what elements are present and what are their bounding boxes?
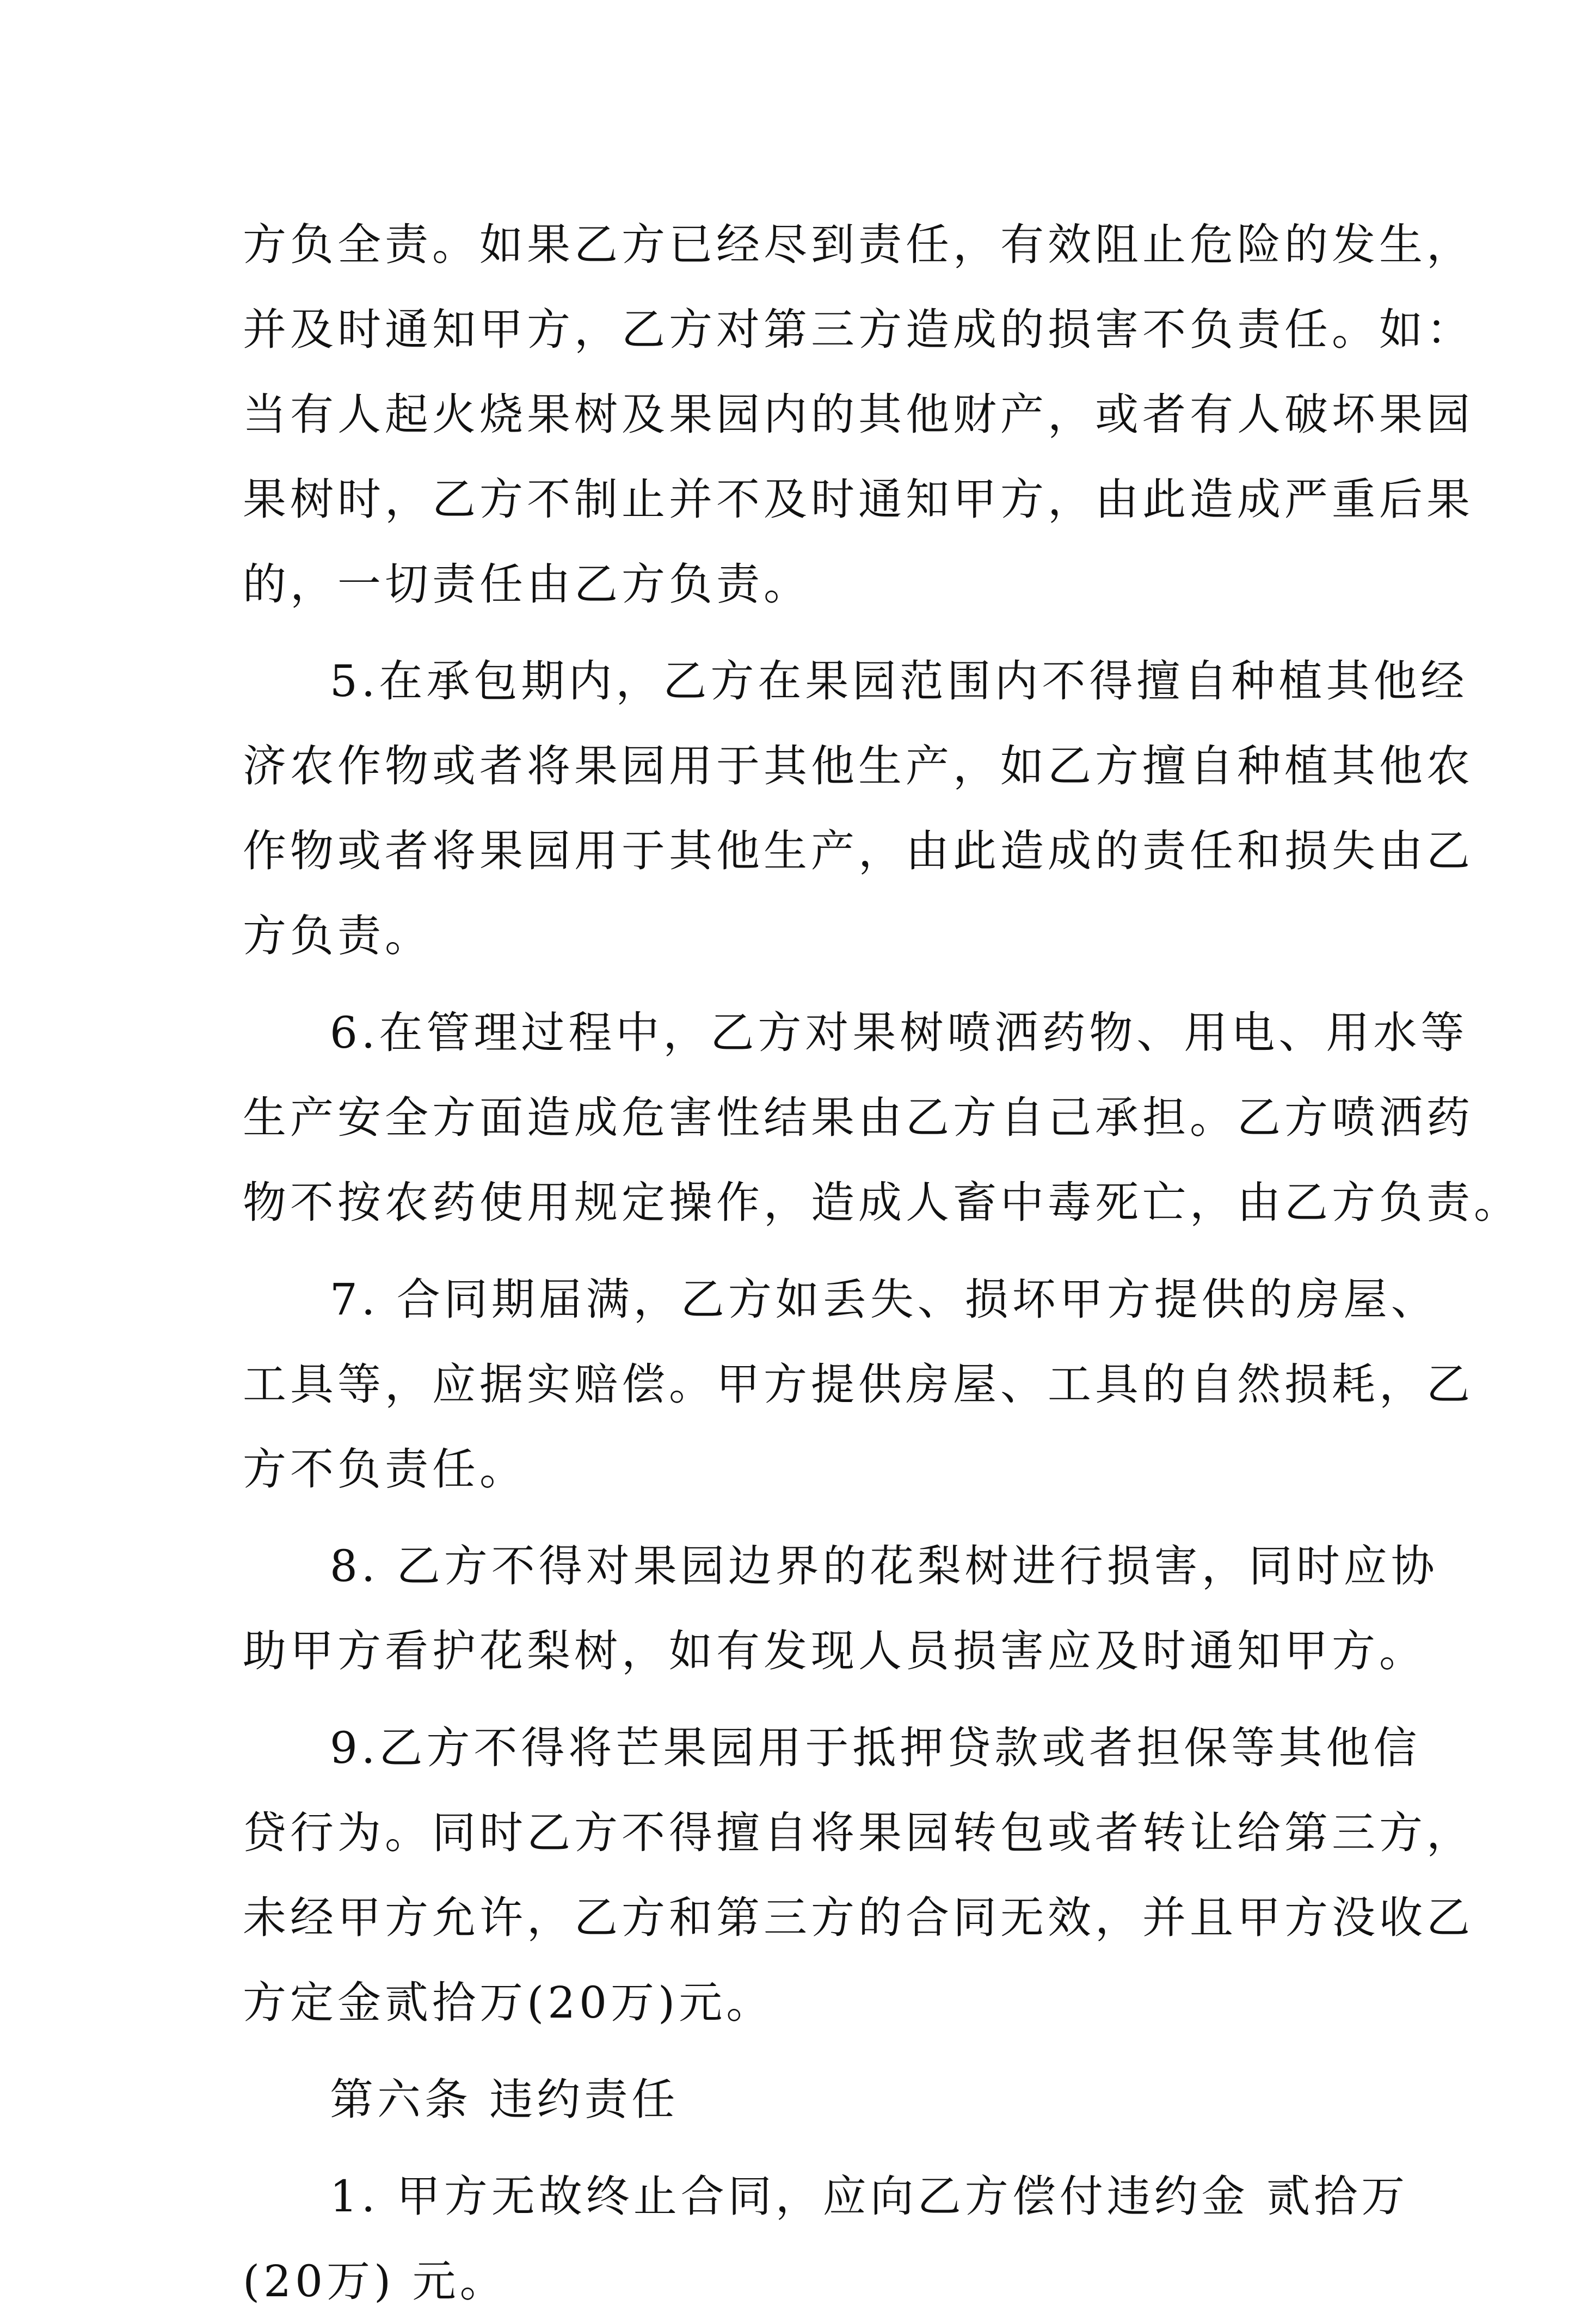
text-line: 方定金贰拾万(20万)元。	[243, 1977, 774, 2028]
clause-8	[243, 1524, 1438, 1694]
text-line: 6.在管理过程中，乙方对果树喷洒药物、用电、用水等	[330, 1007, 1468, 1058]
section-heading	[243, 2057, 1342, 2142]
clause-7	[243, 1257, 1474, 1512]
section-title: 第六条 违约责任	[330, 2074, 679, 2125]
text-line: 8. 乙方不得对果园边界的花梨树进行损害，同时应协	[330, 1541, 1438, 1591]
text-line: 1. 甲方无故终止合同，应向乙方偿付违约金 贰拾万	[330, 2171, 1409, 2222]
text-line: 的，一切责任由乙方负责。	[243, 559, 811, 610]
text-line: (20万) 元。	[243, 2256, 507, 2307]
text-line: 7. 合同期届满，乙方如丢失、损坏甲方提供的房屋、	[330, 1274, 1438, 1325]
clause-5	[243, 639, 1474, 979]
clause-6	[243, 991, 1521, 1245]
text-line: 果树时，乙方不制止并不及时通知甲方，由此造成严重后果	[243, 474, 1474, 525]
text-line: 9.乙方不得将芒果园用于抵押贷款或者担保等其他信	[330, 1723, 1421, 1773]
text-line: 工具等，应据实赔偿。甲方提供房屋、工具的自然损耗，乙	[243, 1359, 1474, 1410]
text-line: 助甲方看护花梨树，如有发现人员损害应及时通知甲方。	[243, 1626, 1426, 1676]
text-line: 5.在承包期内，乙方在果园范围内不得擅自种植其他经	[330, 656, 1468, 706]
paragraph-liability-continued	[243, 202, 1474, 627]
text-line: 方负责。	[243, 911, 432, 961]
text-line: 并及时通知甲方，乙方对第三方造成的损害不负责任。如：	[243, 304, 1474, 355]
clause-breach-1	[243, 2154, 1409, 2324]
text-line: 方负全责。如果乙方已经尽到责任，有效阻止危险的发生，	[243, 219, 1474, 270]
document-body	[243, 202, 1521, 2324]
text-line: 物不按农药使用规定操作，造成人畜中毒死亡，由乙方负责。	[243, 1177, 1521, 1228]
text-line: 未经甲方允许，乙方和第三方的合同无效，并且甲方没收乙	[243, 1892, 1474, 1943]
text-line: 当有人起火烧果树及果园内的其他财产，或者有人破坏果园	[243, 389, 1474, 440]
text-line: 贷行为。同时乙方不得擅自将果园转包或者转让给第三方，	[243, 1807, 1474, 1858]
text-line: 作物或者将果园用于其他生产，由此造成的责任和损失由乙	[243, 826, 1474, 876]
text-line: 生产安全方面造成危害性结果由乙方自己承担。乙方喷洒药	[243, 1092, 1474, 1143]
clause-9	[243, 1706, 1474, 2045]
text-line: 方不负责任。	[243, 1444, 527, 1495]
text-line: 济农作物或者将果园用于其他生产，如乙方擅自种植其他农	[243, 741, 1474, 791]
